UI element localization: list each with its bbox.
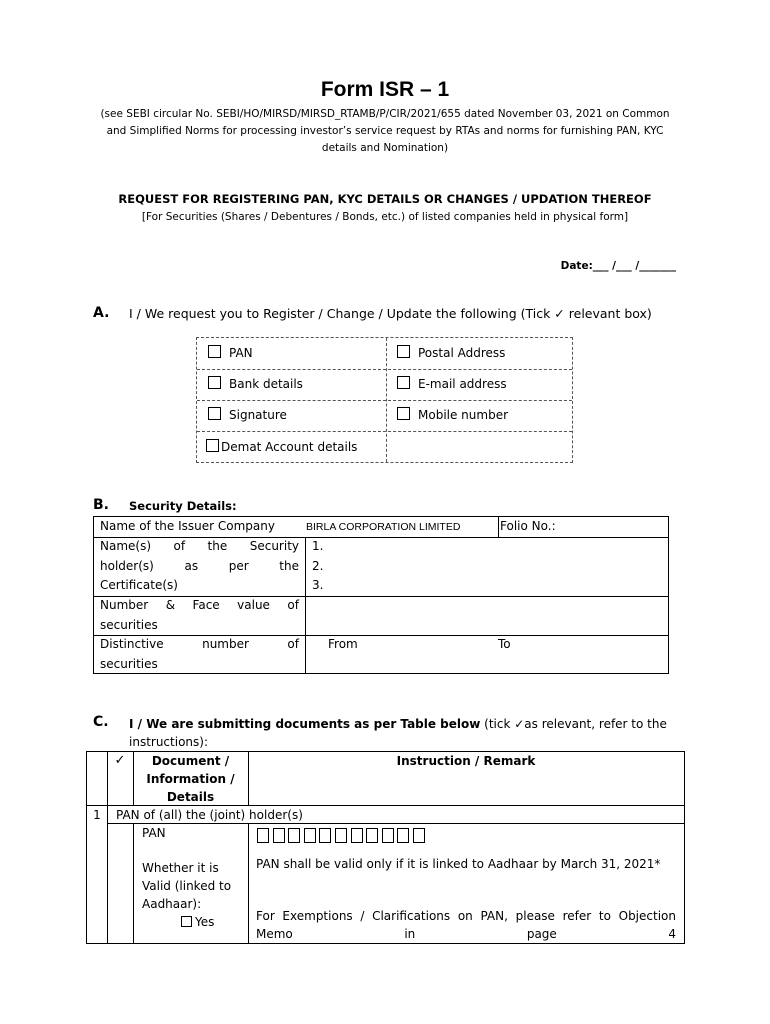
option-mobile-number[interactable]: Mobile number bbox=[386, 407, 508, 422]
documents-table bbox=[86, 751, 685, 944]
option-bank-details[interactable]: Bank details bbox=[197, 376, 303, 391]
date-field[interactable]: Date:___ /___ /_______ bbox=[560, 260, 676, 272]
document-column-header: Document / Information / Details bbox=[146, 754, 235, 804]
option-pan[interactable]: PAN bbox=[197, 345, 253, 360]
checkbox-icon[interactable] bbox=[206, 439, 219, 452]
form-subtitle: (see SEBI circular No. SEBI/HO/MIRSD/MIRSD_RTAMB/P/CIR/2021/655 dated November 03, 2021 on Common and Simplified Norms for processing investor’s service request by RTAs and norms for furnishing PAN, KYC details and Nomination) bbox=[100, 108, 670, 154]
pan-input-boxes[interactable] bbox=[257, 828, 429, 847]
checkbox-icon[interactable] bbox=[181, 916, 192, 927]
checkbox-icon[interactable] bbox=[397, 376, 410, 389]
holders-label-line1: Name(s) of the Security bbox=[100, 539, 299, 553]
folio-number-label[interactable]: Folio No.: bbox=[500, 519, 556, 533]
option-email-address[interactable]: E-mail address bbox=[386, 376, 507, 391]
instruction-column-header: Instruction / Remark bbox=[396, 754, 536, 768]
pan-valid-label: Whether it is Valid (linked to Aadhaar): bbox=[142, 861, 232, 911]
checkbox-icon[interactable] bbox=[397, 407, 410, 420]
section-b-letter: B. bbox=[93, 497, 109, 513]
check-column-header: ✓ bbox=[114, 753, 126, 768]
option-postal-address[interactable]: Postal Address bbox=[386, 345, 505, 360]
pan-char-box[interactable] bbox=[366, 828, 378, 843]
holders-label-line3: Certificate(s) bbox=[100, 578, 178, 592]
distinctive-from-field[interactable]: From bbox=[328, 637, 358, 651]
request-options-grid bbox=[196, 337, 573, 463]
face-value-label-line2: securities bbox=[100, 617, 158, 632]
pan-valid-yes-option[interactable]: Yes bbox=[181, 913, 214, 931]
security-details-table bbox=[93, 516, 669, 674]
holder-3-field[interactable]: 3. bbox=[312, 578, 324, 592]
holder-2-field[interactable]: 2. bbox=[312, 558, 324, 573]
pan-char-box[interactable] bbox=[382, 828, 394, 843]
checkbox-icon[interactable] bbox=[208, 345, 221, 358]
row-1-number: 1 bbox=[93, 808, 101, 822]
pan-char-box[interactable] bbox=[397, 828, 409, 843]
distinctive-label-line1: Distinctive number of bbox=[100, 637, 299, 651]
section-c-letter: C. bbox=[93, 714, 109, 730]
section-b-title: Security Details: bbox=[129, 499, 237, 513]
issuer-company-value[interactable]: BIRLA CORPORATION LIMITED bbox=[306, 521, 461, 533]
pan-char-box[interactable] bbox=[351, 828, 363, 843]
checkbox-icon[interactable] bbox=[208, 407, 221, 420]
distinctive-label-line2: securities bbox=[100, 656, 158, 671]
pan-char-box[interactable] bbox=[257, 828, 269, 843]
pan-remark: PAN shall be valid only if it is linked to Aadhaar by March 31, 2021* bbox=[256, 857, 661, 871]
form-heading: REQUEST FOR REGISTERING PAN, KYC DETAILS OR CHANGES / UPDATION THEREOF bbox=[118, 192, 652, 206]
pan-label: PAN bbox=[142, 826, 166, 840]
form-title: Form ISR – 1 bbox=[320, 78, 450, 101]
option-signature[interactable]: Signature bbox=[197, 407, 287, 422]
checkbox-icon[interactable] bbox=[208, 376, 221, 389]
distinctive-to-field[interactable]: To bbox=[498, 637, 511, 651]
issuer-company-label: Name of the Issuer Company bbox=[100, 519, 275, 533]
option-demat-account[interactable]: Demat Account details bbox=[197, 439, 357, 454]
pan-char-box[interactable] bbox=[304, 828, 316, 843]
section-a-text: I / We request you to Register / Change / Update the following (Tick ✓ relevant box) bbox=[129, 306, 652, 321]
checkbox-icon[interactable] bbox=[397, 345, 410, 358]
face-value-label-line1: Number & Face value of bbox=[100, 598, 299, 612]
objection-memo-remark: For Exemptions / Clarifications on PAN, please refer to Objection Memo in page 4 bbox=[256, 909, 676, 941]
pan-char-box[interactable] bbox=[288, 828, 300, 843]
pan-char-box[interactable] bbox=[335, 828, 347, 843]
holder-1-field[interactable]: 1. bbox=[312, 539, 324, 553]
row-1-label: PAN of (all) the (joint) holder(s) bbox=[116, 808, 303, 822]
form-subheading: [For Securities (Shares / Debentures / Bonds, etc.) of listed companies held in physical form] bbox=[141, 211, 629, 223]
pan-char-box[interactable] bbox=[413, 828, 425, 843]
pan-char-box[interactable] bbox=[319, 828, 331, 843]
section-c-text: I / We are submitting documents as per Table below (tick ✓as relevant, refer to the instructions): bbox=[129, 717, 667, 749]
section-a-letter: A. bbox=[93, 305, 110, 321]
holders-label-line2: holder(s) as per the bbox=[100, 558, 299, 573]
pan-char-box[interactable] bbox=[273, 828, 285, 843]
